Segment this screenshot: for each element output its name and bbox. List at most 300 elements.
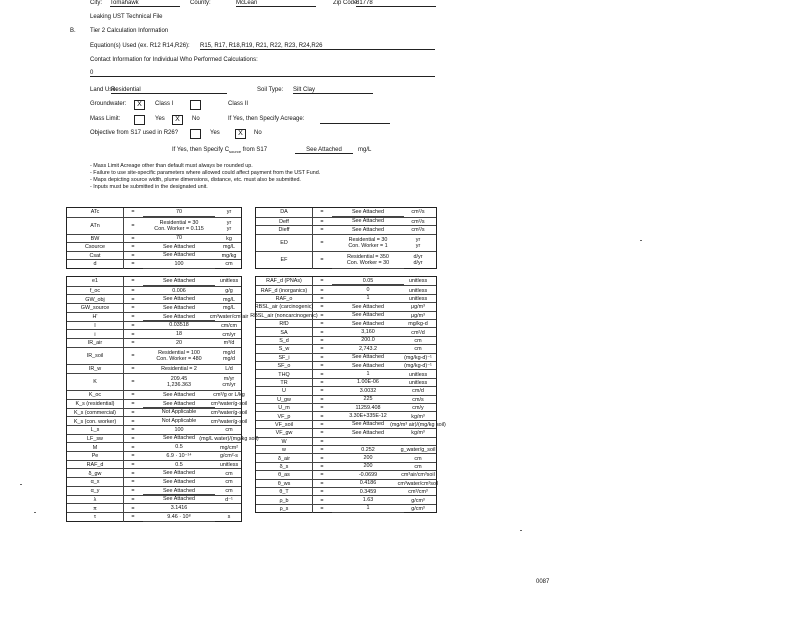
city-label: City: xyxy=(90,0,102,6)
unit-cell: cm²/s xyxy=(411,218,425,225)
equals-cell: = xyxy=(320,396,324,403)
parameter-table-left-b xyxy=(66,276,259,522)
value-cell: See Attached xyxy=(332,226,404,235)
unit-cell: unitless xyxy=(408,379,428,386)
soil-type-label: Soil Type: xyxy=(257,87,284,93)
value-cell: 70 xyxy=(143,208,215,217)
equals-cell: = xyxy=(320,505,324,512)
parameter-table-right-a xyxy=(255,207,437,269)
zip-value: 61778 xyxy=(356,0,436,7)
value-cell: 1 xyxy=(332,295,404,303)
mass-limit-yes-checkbox[interactable] xyxy=(134,115,145,125)
value-cell: See Attached xyxy=(143,469,215,478)
value-cell: See Attached xyxy=(332,354,404,362)
parameter-table-right-b xyxy=(250,276,446,513)
objective-yes-checkbox[interactable] xyxy=(190,129,201,139)
mass-limit-no-checkbox[interactable]: X xyxy=(172,115,183,125)
value-cell: Residential = 350 Con. Worker = 30 xyxy=(332,252,404,269)
value-cell: Not Applicable xyxy=(143,417,215,426)
param-cell: SF_i xyxy=(256,354,313,362)
equals-cell: = xyxy=(320,218,324,225)
note-2: - Failure to use site-specific parameters where allowed could affect payment from the UST Fund. xyxy=(90,170,321,176)
param-cell: δ_air xyxy=(256,454,313,462)
value-cell: See Attached xyxy=(332,362,404,370)
param-cell: K_oc xyxy=(67,391,124,400)
unit-cell: cm²/s xyxy=(411,209,425,216)
table-row xyxy=(67,208,241,217)
county-label: County: xyxy=(190,0,211,6)
param-cell: d xyxy=(67,260,124,269)
objective-label: Objective from S17 used in R26? xyxy=(90,130,179,136)
param-cell: IR_soil xyxy=(67,348,124,365)
equals-cell: = xyxy=(320,227,324,234)
equals-cell: = xyxy=(131,392,135,399)
value-cell: Residential = 100 Con. Worker = 480 xyxy=(143,348,215,365)
param-cell: δ_gw xyxy=(67,469,124,478)
value-cell: See Attached xyxy=(332,208,404,217)
param-cell: LF_sw xyxy=(67,435,124,444)
equals-cell: = xyxy=(320,346,324,353)
equations-label: Equation(s) Used (ex. R12 R14,R26): xyxy=(90,43,190,49)
equals-cell: = xyxy=(131,261,135,268)
equals-cell: = xyxy=(131,209,135,216)
value-cell: See Attached xyxy=(143,496,215,505)
param-cell: RAF_d (PNAs) xyxy=(256,277,313,285)
value-cell: 0.05 xyxy=(332,277,404,285)
unit-cell: cm³water/cm³air xyxy=(209,314,249,321)
unit-cell: mg/kg-d xyxy=(408,321,428,328)
zip-label: Zip Code: xyxy=(333,0,360,6)
value-cell: 3.30E+335E-12 xyxy=(332,412,404,420)
equals-cell: = xyxy=(131,453,135,460)
unit-cell: mg/L xyxy=(223,296,235,303)
param-cell: τ xyxy=(67,513,124,522)
param-cell: IR_w xyxy=(67,365,124,374)
param-cell: ATn xyxy=(67,218,124,235)
value-cell: 200 xyxy=(332,463,404,471)
equals-cell: = xyxy=(320,287,324,294)
equals-cell: = xyxy=(131,488,135,495)
unit-cell: cm xyxy=(225,427,233,434)
param-cell: U xyxy=(256,387,313,395)
value-cell: 70 xyxy=(143,235,215,244)
equals-cell: = xyxy=(320,312,324,319)
unit-cell: cm xyxy=(225,470,233,477)
unit-cell: unitless xyxy=(408,295,428,302)
table-row xyxy=(256,208,436,217)
equals-cell: = xyxy=(131,462,135,469)
table-row xyxy=(256,251,436,269)
value-cell: 100 xyxy=(143,260,215,269)
unit-cell: cm²/d xyxy=(411,329,425,336)
param-cell: f_oc xyxy=(67,287,124,296)
equals-cell: = xyxy=(131,223,135,229)
equals-cell: = xyxy=(320,337,324,344)
specify-c-label: If Yes, then Specify C xyxy=(172,147,230,153)
param-cell: H' xyxy=(67,313,124,322)
unit-cell: cm/d xyxy=(412,388,424,395)
unit-cell: kg/m³ xyxy=(411,430,425,437)
param-cell: W xyxy=(256,438,313,446)
param-cell: θ_as xyxy=(256,471,313,479)
unit-cell: (mg/kg-d)⁻¹ xyxy=(404,354,432,361)
unit-cell: cm xyxy=(225,488,233,495)
table-row xyxy=(67,217,241,235)
value-cell: 0 xyxy=(332,286,404,294)
equals-cell: = xyxy=(320,430,324,437)
county-value: McLean xyxy=(236,0,316,7)
unit-cell: unitless xyxy=(408,371,428,378)
unit-cell: μg/m³ xyxy=(411,304,425,311)
value-cell: See Attached xyxy=(143,435,215,444)
unit-cell: cm³water/g-soil xyxy=(210,409,248,416)
equals-cell: = xyxy=(320,413,324,420)
equals-cell: = xyxy=(320,329,324,336)
value-cell: 18 xyxy=(143,330,215,339)
equals-cell: = xyxy=(131,496,135,503)
value-cell: See Attached xyxy=(143,252,215,261)
unit-cell: cm³water/cm³soil xyxy=(397,480,439,487)
equals-cell: = xyxy=(131,322,135,329)
equals-cell: = xyxy=(131,366,135,373)
unit-cell: cm³water/g-soil xyxy=(210,401,248,408)
unit-cell: unitless xyxy=(408,287,428,294)
equals-cell: = xyxy=(320,480,324,487)
equals-cell: = xyxy=(131,235,135,242)
class-1-label: Class I xyxy=(155,101,174,107)
unit-cell: mg/d mg/d xyxy=(223,350,235,363)
equals-cell: = xyxy=(131,379,135,386)
unit-cell: unitless xyxy=(408,278,428,285)
unit-cell: g/cm³ xyxy=(411,505,425,512)
value-cell: See Attached xyxy=(143,487,215,496)
equals-cell: = xyxy=(320,388,324,395)
param-cell: Csource xyxy=(67,243,124,252)
equals-cell: = xyxy=(320,240,324,246)
value-cell: See Attached xyxy=(143,243,215,252)
equals-cell: = xyxy=(131,305,135,312)
equals-cell: = xyxy=(131,296,135,303)
value-cell: See Attached xyxy=(332,218,404,227)
value-cell: See Attached xyxy=(143,295,215,304)
param-cell: w xyxy=(256,446,313,454)
note-1: - Mass Limit Acreage other than default must always be rounded up. xyxy=(90,163,253,169)
unit-cell: unitless xyxy=(219,462,239,469)
unit-cell: cm/s xyxy=(412,396,424,403)
note-3: - Maps depicting source width, plume dimensions, distance, etc. must also be submitted. xyxy=(90,177,301,183)
value-cell: See Attached xyxy=(143,313,215,322)
param-cell: S_d xyxy=(256,337,313,345)
param-cell: IR_air xyxy=(67,339,124,348)
param-cell: θ_T xyxy=(256,488,313,496)
param-cell: THQ xyxy=(256,370,313,378)
value-cell: 3,160 xyxy=(332,328,404,336)
value-cell: See Attached xyxy=(332,312,404,320)
unit-cell: d/yr d/yr xyxy=(413,254,423,266)
param-cell: DA xyxy=(256,208,313,217)
groundwater-label: Groundwater: xyxy=(90,101,127,107)
equals-cell: = xyxy=(320,497,324,504)
equals-cell: = xyxy=(320,463,324,470)
param-cell: EF xyxy=(256,252,313,269)
param-cell: δ_s xyxy=(256,463,313,471)
value-cell: -0.0699 xyxy=(332,471,404,479)
unit-cell: (mg/m³ air)/(mg/kg soil) xyxy=(390,421,446,428)
equals-cell: = xyxy=(131,401,135,408)
equals-cell: = xyxy=(131,444,135,451)
value-cell: 1.00E-06 xyxy=(332,379,404,387)
value-cell: See Attached xyxy=(143,478,215,487)
value-cell: 0.5 xyxy=(143,443,215,452)
specify-acreage-label: If Yes, then Specify Acreage: xyxy=(228,116,305,122)
value-cell: See Attached xyxy=(143,391,215,400)
unit-cell: kg xyxy=(226,235,232,242)
parameter-table-left-a xyxy=(66,207,242,269)
unit-cell: unitless xyxy=(219,278,239,285)
param-cell: i xyxy=(67,330,124,339)
table-row xyxy=(256,234,436,252)
param-cell: TR xyxy=(256,379,313,387)
param-cell: ρ_b xyxy=(256,496,313,504)
unit-cell: cm xyxy=(414,455,422,462)
param-cell: VF_p xyxy=(256,412,313,420)
table-row xyxy=(67,277,241,286)
land-use-value: Residential xyxy=(111,87,227,94)
unit-cell: cm³air/cm³soil xyxy=(401,472,435,479)
value-cell: 3.1416 xyxy=(143,504,215,513)
param-cell: U_m xyxy=(256,404,313,412)
param-cell: L_s xyxy=(67,426,124,435)
equals-cell: = xyxy=(320,379,324,386)
soil-type-value: Silt Clay xyxy=(293,87,373,94)
unit-cell: m/yr cm/yr xyxy=(222,376,236,389)
unit-cell: g/cm³ xyxy=(411,497,425,504)
mass-limit-yes-label: Yes xyxy=(155,116,165,122)
equals-cell: = xyxy=(320,304,324,311)
objective-no-label: No xyxy=(254,130,262,136)
value-cell: See Attached xyxy=(332,421,404,429)
value-cell: 0.5 xyxy=(143,461,215,470)
unit-cell: cm xyxy=(225,479,233,486)
equals-cell: = xyxy=(131,470,135,477)
equals-cell: = xyxy=(320,405,324,412)
unit-cell: mg/kg xyxy=(221,252,237,259)
unit-cell: (mg/kg-d)⁻¹ xyxy=(404,363,432,370)
unit-cell: cm/cm xyxy=(221,322,237,329)
unit-cell: cm³/cm³ xyxy=(408,489,428,496)
param-cell: α_x xyxy=(67,478,124,487)
unit-cell: cm xyxy=(414,463,422,470)
unit-cell: g/cm²-s xyxy=(220,453,238,460)
contact-value: 0 xyxy=(90,70,435,77)
param-cell: GW_source xyxy=(67,304,124,313)
param-cell: Pe xyxy=(67,452,124,461)
value-cell: 6.9 · 10⁻¹⁴ xyxy=(143,452,215,461)
unit-cell: cm²/s xyxy=(411,227,425,234)
param-cell: ρ_s xyxy=(256,505,313,513)
unit-cell: g_water/g_soil xyxy=(400,447,436,454)
value-cell: 0.252 xyxy=(332,446,404,454)
mass-limit-no-label: No xyxy=(192,116,200,122)
specify-c-sub: source xyxy=(229,149,242,155)
unit-cell: mg/L xyxy=(223,244,235,251)
equals-cell: = xyxy=(320,455,324,462)
equals-cell: = xyxy=(320,363,324,370)
param-cell: RBSL_air (carcinogenic) xyxy=(254,304,314,311)
equals-cell: = xyxy=(320,438,324,445)
equals-cell: = xyxy=(131,278,135,285)
table-row xyxy=(67,512,241,522)
contact-label: Contact Information for Individual Who Performed Calculations: xyxy=(90,57,258,63)
value-cell: 1 xyxy=(332,505,404,513)
value-cell: See Attached xyxy=(143,304,215,313)
param-cell: S_w xyxy=(256,345,313,353)
class-1-checkbox[interactable]: X xyxy=(134,100,145,110)
param-cell: Deff xyxy=(256,218,313,227)
value-cell: 3.0032 xyxy=(332,387,404,395)
param-cell: α_y xyxy=(67,487,124,496)
param-cell: GW_obj xyxy=(67,295,124,304)
value-cell: 11259.408 xyxy=(332,404,404,412)
unit-cell: cm xyxy=(225,261,233,268)
section-title: Tier 2 Calculation Information xyxy=(90,28,169,34)
unit-cell: kg/m³ xyxy=(411,413,425,420)
equals-cell: = xyxy=(131,314,135,321)
specify-c-line xyxy=(172,147,267,154)
objective-yes-label: Yes xyxy=(210,130,220,136)
unit-cell: L/d xyxy=(225,366,233,373)
equals-cell: = xyxy=(131,244,135,251)
equals-cell: = xyxy=(131,418,135,425)
equals-cell: = xyxy=(320,354,324,361)
value-cell: 9.46 · 10⁸ xyxy=(143,513,215,522)
file-line: Leaking UST Technical File xyxy=(90,14,163,20)
land-use-label: Land Use: xyxy=(90,87,118,93)
equals-cell: = xyxy=(320,209,324,216)
unit-cell: cm³/g or L/kg xyxy=(213,392,245,399)
unit-cell: yr yr xyxy=(226,220,232,232)
value-cell: 200.0 xyxy=(332,337,404,345)
equals-cell: = xyxy=(131,288,135,295)
unit-cell: d⁻¹ xyxy=(225,496,233,503)
value-cell: 0.006 xyxy=(143,287,215,296)
table-row xyxy=(256,504,436,513)
value-cell: 1 xyxy=(332,370,404,378)
specify-c-value: See Attached xyxy=(295,147,353,154)
equals-cell: = xyxy=(320,472,324,479)
class-2-label: Class II xyxy=(228,101,249,107)
param-cell: RfD xyxy=(256,320,313,328)
param-cell: RBSL_air (noncarcinogenic) xyxy=(250,312,318,319)
class-2-checkbox[interactable] xyxy=(190,100,201,110)
unit-cell: cm/yr xyxy=(222,331,236,338)
unit-cell: s xyxy=(227,514,231,521)
value-cell: 200 xyxy=(332,454,404,462)
equals-cell: = xyxy=(320,257,324,263)
table-row xyxy=(67,347,241,365)
equals-cell: = xyxy=(320,489,324,496)
equals-cell: = xyxy=(320,447,324,454)
value-cell: 0.03518 xyxy=(143,322,215,331)
mass-limit-label: Mass Limit: xyxy=(90,116,121,122)
value-cell: See Attached xyxy=(332,429,404,437)
param-cell: K_s (commercial) xyxy=(67,409,124,418)
acreage-field[interactable] xyxy=(320,116,390,124)
value-cell: See Attached xyxy=(332,320,404,328)
unit-cell: cm xyxy=(414,337,422,344)
equals-cell: = xyxy=(131,435,135,442)
param-cell: M xyxy=(67,443,124,452)
objective-no-checkbox[interactable]: X xyxy=(235,129,246,139)
param-cell: U_gw xyxy=(256,396,313,404)
unit-cell: μg/m³ xyxy=(411,312,425,319)
param-cell: Dieff xyxy=(256,226,313,235)
param-cell: VF_soil xyxy=(256,421,313,429)
param-cell: K_s (con. worker) xyxy=(67,417,124,426)
city-value: Tomahawk xyxy=(110,0,180,7)
specify-c-unit: mg/L xyxy=(358,147,372,153)
equals-cell: = xyxy=(131,252,135,259)
unit-cell: (mg/L water)/(mg/kg soil) xyxy=(199,435,259,442)
equals-cell: = xyxy=(131,479,135,486)
value-cell: 0.3459 xyxy=(332,488,404,496)
param-cell: VF_gw xyxy=(256,429,313,437)
param-cell: λ xyxy=(67,496,124,505)
param-cell: K_s (residential) xyxy=(67,400,124,409)
param-cell: I xyxy=(67,322,124,331)
value-cell: See Attached xyxy=(332,303,404,311)
unit-cell: cm/y xyxy=(412,405,424,412)
value-cell: 0.4186 xyxy=(332,480,404,488)
equals-cell: = xyxy=(131,505,135,512)
param-cell: RAF_d (inorganics) xyxy=(256,286,313,294)
equals-cell: = xyxy=(320,321,324,328)
unit-cell: mg/L xyxy=(223,305,235,312)
table-row xyxy=(67,259,241,269)
value-cell: Residential = 30 Con. Worker = 0.115 xyxy=(143,218,215,235)
equals-cell: = xyxy=(320,295,324,302)
param-cell: π xyxy=(67,504,124,513)
value-cell: 1.63 xyxy=(332,496,404,504)
value-cell: Residential = 30 Con. Worker = 1 xyxy=(332,235,404,252)
equals-cell: = xyxy=(131,331,135,338)
param-cell: RAF_d xyxy=(67,461,124,470)
value-cell: See Attached xyxy=(143,277,215,286)
table-row xyxy=(256,277,436,285)
value-cell: 20 xyxy=(143,339,215,348)
page-code: 0087 xyxy=(536,579,550,585)
param-cell: RAF_o xyxy=(256,295,313,303)
unit-cell: yr xyxy=(226,209,232,216)
equals-cell: = xyxy=(131,427,135,434)
unit-cell: mg/cm² xyxy=(220,444,238,451)
equations-value: R15, R17, R18,R19, R21, R22, R23, R24,R26 xyxy=(200,43,435,50)
equals-cell: = xyxy=(131,409,135,416)
unit-cell: g/g xyxy=(225,288,233,295)
specify-c-from: from S17 xyxy=(241,147,268,153)
note-4: - Inputs must be submitted in the designated unit. xyxy=(90,184,208,190)
equals-cell: = xyxy=(131,353,135,360)
equals-cell: = xyxy=(320,421,324,428)
value-cell: 100 xyxy=(143,426,215,435)
param-cell: Csat xyxy=(67,252,124,261)
section-letter: B. xyxy=(70,28,76,34)
param-cell: e1 xyxy=(67,277,124,286)
unit-cell: m³/d xyxy=(223,340,235,347)
equals-cell: = xyxy=(320,371,324,378)
value-cell: 2,743.2 xyxy=(332,345,404,353)
equals-cell: = xyxy=(131,514,135,521)
